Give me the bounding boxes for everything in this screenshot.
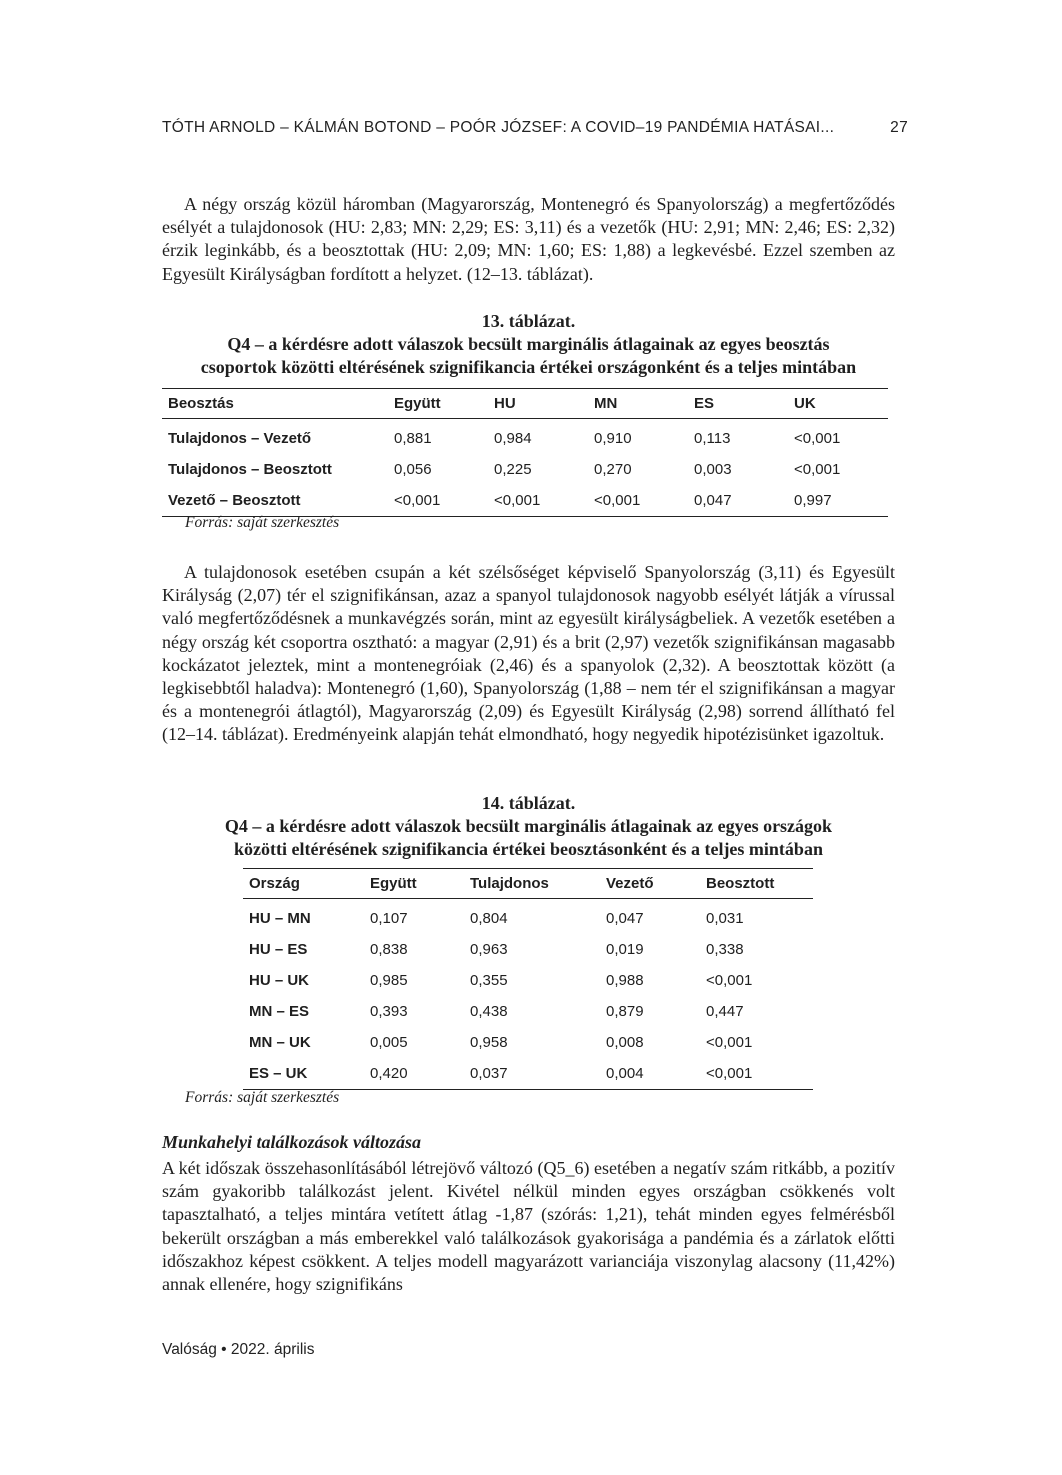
table-cell: 0,338 — [706, 941, 744, 958]
table-row — [243, 1027, 813, 1058]
table-row — [162, 454, 888, 485]
row-label: HU – MN — [249, 910, 311, 927]
table14-header-cell: Ország — [243, 869, 364, 899]
table-cell: 0,056 — [394, 461, 432, 478]
table-cell: <0,001 — [700, 1058, 813, 1090]
table-cell: <0,001 — [706, 972, 753, 989]
table-cell: 0,003 — [694, 461, 732, 478]
table13-header-cell: Beosztás — [162, 389, 388, 419]
table14 — [243, 868, 813, 1090]
table13-header-cell: HU — [488, 389, 588, 419]
table13 — [162, 388, 888, 517]
table14-title-line2: közötti eltérésének szignifikancia értékei beosztásonként és a teljes mintában — [234, 839, 823, 859]
table-cell: 0,004 — [600, 1058, 700, 1090]
paragraph-workplace: A két időszak összehasonlításából létrejövő változó (Q5_6) esetében a negatív szám ritkább, a pozitív szám gyakoribb találkozást jelent. Kivétel nélkül minden egyes országban csökkenés volt tapasztalható, a teljes mintára vetített átlag -1,87 (szórás: 1,21), tehát minden egyes felmérésből bekerült országban a más emberekkel való találkozások gyakorisága a pandémia és a zárlatok előtti időszakhoz képest csökkent. A teljes modell magyarázott varianciája viszonylag alacsony (11,42%) annak ellenére, hogy szignifikáns — [162, 1158, 895, 1295]
table-row — [162, 419, 888, 455]
table14-caption — [162, 792, 895, 861]
table-cell: 0,225 — [494, 461, 532, 478]
row-label: HU – UK — [249, 972, 310, 989]
table-row — [243, 965, 813, 996]
table-cell: 0,107 — [370, 910, 408, 927]
table14-header-cell: Tulajdonos — [464, 869, 600, 899]
table-cell: 0,355 — [470, 972, 508, 989]
table13-caption — [162, 310, 895, 379]
table-cell: 0,910 — [594, 430, 632, 447]
page-number: 27 — [890, 119, 908, 136]
table13-source: Forrás: saját szerkesztés — [185, 514, 340, 531]
table13-header-cell: ES — [688, 389, 788, 419]
table-cell: 0,988 — [606, 972, 644, 989]
table-cell: <0,001 — [488, 485, 588, 517]
table-cell: 0,047 — [688, 485, 788, 517]
table-cell: 0,019 — [606, 941, 644, 958]
table-cell: 0,881 — [394, 430, 432, 447]
table14-header-cell: Vezető — [600, 869, 700, 899]
table-cell: <0,001 — [794, 461, 841, 478]
table-row — [243, 934, 813, 965]
page-footer: Valóság • 2022. április — [162, 1341, 315, 1358]
running-header — [162, 119, 908, 137]
table-cell: 0,879 — [606, 1003, 644, 1020]
table14-header-cell: Beosztott — [700, 869, 813, 899]
table-cell: 0,420 — [364, 1058, 464, 1090]
table-row — [162, 485, 888, 517]
table13-header-cell: UK — [788, 389, 888, 419]
row-label: Vezető – Beosztott — [162, 485, 388, 517]
table-cell: 0,270 — [594, 461, 632, 478]
running-title: TÓTH ARNOLD – KÁLMÁN BOTOND – POÓR JÓZSEF: A COVID–19 PANDÉMIA HATÁSAI... — [162, 119, 835, 136]
table-row — [243, 996, 813, 1027]
table-cell: 0,008 — [606, 1034, 644, 1051]
table-cell: 0,985 — [370, 972, 408, 989]
table-cell: 0,113 — [694, 430, 731, 447]
row-label: HU – ES — [249, 941, 308, 958]
table-cell: <0,001 — [388, 485, 488, 517]
table-cell: 0,047 — [606, 910, 644, 927]
table-cell: <0,001 — [706, 1034, 753, 1051]
table-cell: 0,997 — [788, 485, 888, 517]
row-label: MN – UK — [249, 1034, 311, 1051]
table-cell: 0,438 — [470, 1003, 508, 1020]
table13-header-cell: Együtt — [388, 389, 488, 419]
table-cell: 0,037 — [464, 1058, 600, 1090]
table14-header-row — [243, 869, 813, 899]
section-heading: Munkahelyi találkozások változása — [162, 1132, 422, 1152]
table-row — [243, 899, 813, 935]
paragraph-discussion: A tulajdonosok esetében csupán a két szélsőséget képviselő Spanyolország (3,11) és Egyesült Királyság (2,07) tér el szignifikánsan, azaz a spanyol tulajdonosok nagyobb esélyét látják a vírussal való megfertőződésnek a munkavégzés során, mint az egyesült királyságbeliek. A vezetők esetében a négy ország két csoportra osztható: a magyar (2,91) és a brit (2,97) vezetők szignifikánsan magasabb kockázatot jeleztek, mint a montenegróiak (2,46) és a spanyolok (2,32). A beosztottak között (a legkisebbtől haladva): Montenegró (1,60), Spanyolország (1,88 – nem tér el szignifikánsan a magyar és a montenegrói átlagtól), Magyarország (2,09) és Egyesült Királyság (2,98) sorrend állítható fel (12–14. táblázat). Eredményeink alapján tehát elmondható, hogy negyedik hipotézisünket igazoltuk. — [162, 562, 895, 745]
table-row — [243, 1058, 813, 1090]
table13-header-cell: MN — [588, 389, 688, 419]
table13-title-line2: csoportok közötti eltérésének szignifikancia értékei országonként és a teljes mintában — [200, 357, 857, 377]
table14-title-line1: Q4 – a kérdésre adott válaszok becsült marginális átlagainak az egyes országok — [224, 816, 833, 836]
table-cell: 0,963 — [470, 941, 508, 958]
table14-number: 14. táblázat. — [481, 793, 576, 813]
row-label: Tulajdonos – Vezető — [168, 430, 312, 447]
table-cell: <0,001 — [794, 430, 841, 447]
row-label: MN – ES — [249, 1003, 310, 1020]
table-cell: 0,447 — [706, 1003, 744, 1020]
table-cell: <0,001 — [588, 485, 688, 517]
table13-number: 13. táblázat. — [481, 311, 576, 331]
row-label: ES – UK — [243, 1058, 364, 1090]
table-cell: 0,984 — [494, 430, 532, 447]
table-cell: 0,393 — [370, 1003, 408, 1020]
table-cell: 0,031 — [706, 910, 744, 927]
table-cell: 0,804 — [470, 910, 508, 927]
table14-source: Forrás: saját szerkesztés — [185, 1089, 340, 1106]
table13-title-line1: Q4 – a kérdésre adott válaszok becsült marginális átlagainak az egyes beosztás — [227, 334, 830, 354]
table14-header-cell: Együtt — [364, 869, 464, 899]
table13-header-row — [162, 389, 888, 419]
row-label: Tulajdonos – Beosztott — [168, 461, 332, 478]
table-cell: 0,005 — [370, 1034, 408, 1051]
table-cell: 0,958 — [470, 1034, 508, 1051]
table-cell: 0,838 — [370, 941, 408, 958]
paragraph-intro: A négy ország közül háromban (Magyarország, Montenegró és Spanyolország) a megfertőződés esélyét a tulajdonosok (HU: 2,83; MN: 2,29; ES: 3,11) és a vezetők (HU: 2,91; MN: 2,46; ES: 2,32) érzik leginkább, és a beosztottak (HU: 2,09; MN: 1,60; ES: 1,88) a legkevésbé. Ezzel szemben az Egyesült Királyságban fordított a helyzet. (12–13. táblázat). — [162, 194, 895, 284]
